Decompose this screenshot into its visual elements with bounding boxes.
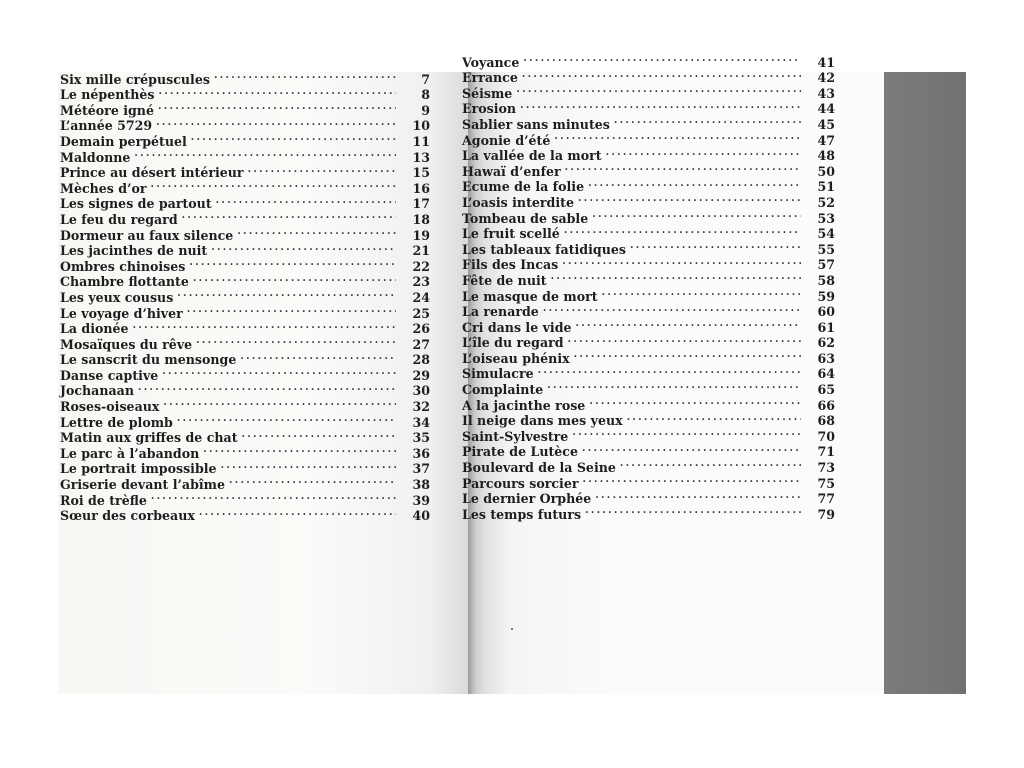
toc-entry-title: Jochanaan <box>60 383 134 399</box>
toc-entry-title: Danse captive <box>60 367 159 383</box>
toc-entry-title: Matin aux griffes de chat <box>60 430 238 446</box>
toc-entry-page-number: 73 <box>817 460 835 476</box>
scan-background-edge <box>884 72 966 694</box>
dot-leader <box>133 318 396 334</box>
toc-entry-page-number: 16 <box>412 180 430 196</box>
toc-entry-title: Agonie d’été <box>462 132 551 148</box>
toc-entry-page-number: 19 <box>412 227 430 243</box>
toc-entry-page-number: 47 <box>817 132 835 148</box>
dot-leader <box>221 458 396 474</box>
dot-leader <box>582 441 801 457</box>
toc-entry-page-number: 41 <box>817 54 835 70</box>
toc-entry-page-number: 38 <box>412 477 430 493</box>
toc-entry-page-number: 54 <box>817 226 835 242</box>
dot-leader <box>158 99 396 115</box>
toc-entry-title: Voyance <box>462 54 520 70</box>
toc-entry-title: Maldonne <box>60 149 131 165</box>
dot-leader <box>187 302 396 318</box>
dot-leader <box>576 316 801 332</box>
toc-entry-title: Hawaï d’enfer <box>462 163 561 179</box>
toc-entry-title: Simulacre <box>462 366 534 382</box>
toc-entry-page-number: 66 <box>817 397 835 413</box>
dot-leader <box>214 68 396 84</box>
toc-entry-title: Météore igné <box>60 102 154 118</box>
dot-leader <box>595 488 801 504</box>
toc-entry-page-number: 44 <box>817 101 835 117</box>
dot-leader <box>562 254 801 270</box>
toc-entry-title: Le sanscrit du mensonge <box>60 352 237 368</box>
toc-entry-title: Fils des Incas <box>462 257 559 273</box>
toc-entry-title: Boulevard de la Seine <box>462 460 616 476</box>
dot-leader <box>543 301 801 317</box>
toc-entry-title: Sablier sans minutes <box>462 116 610 132</box>
dot-leader <box>193 271 396 287</box>
toc-entry-page-number: 70 <box>817 428 835 444</box>
toc-entry-page-number: 50 <box>817 163 835 179</box>
toc-entry-title: Le voyage d’hiver <box>60 305 183 321</box>
toc-entry-page-number: 43 <box>817 85 835 101</box>
toc-entry-title: Chambre flottante <box>60 274 189 290</box>
toc-entry-page-number: 57 <box>817 257 835 273</box>
dot-leader <box>588 176 801 192</box>
toc-entry-page-number: 40 <box>412 508 430 524</box>
toc-entry-page-number: 37 <box>412 461 430 477</box>
dot-leader <box>242 427 396 443</box>
toc-entry-page-number: 24 <box>412 289 430 305</box>
toc-entry-page-number: 18 <box>412 211 430 227</box>
dot-leader <box>565 160 801 176</box>
toc-entry-title: Mosaïques du rêve <box>60 336 193 352</box>
toc-entry-title: Les yeux cousus <box>60 289 174 305</box>
toc-entry-page-number: 62 <box>817 335 835 351</box>
toc-entry-page-number: 48 <box>817 148 835 164</box>
dot-leader <box>585 503 801 519</box>
toc-entry-page-number: 17 <box>412 196 430 212</box>
toc-entry <box>462 98 835 117</box>
toc-entry-page-number: 53 <box>817 210 835 226</box>
toc-entry-page-number: 39 <box>412 492 430 508</box>
toc-entry-title: Le dernier Orphée <box>462 491 592 507</box>
dot-leader <box>592 207 801 223</box>
toc-entry-title: Prince au désert intérieur <box>60 165 244 181</box>
toc-entry-page-number: 58 <box>817 272 835 288</box>
dot-leader <box>614 113 801 129</box>
dot-leader <box>191 130 396 146</box>
dot-leader <box>574 347 801 363</box>
toc-entry-title: Parcours sorcier <box>462 475 579 491</box>
dot-leader <box>627 410 801 426</box>
dot-leader <box>211 240 396 256</box>
toc-entry-title: Fête de nuit <box>462 272 547 288</box>
toc-entry-title: Les jacinthes de nuit <box>60 243 208 259</box>
toc-entry-title: Lettre de plomb <box>60 414 173 430</box>
toc-entry-title: Pirate de Lutèce <box>462 444 578 460</box>
toc-entry-page-number: 28 <box>412 352 430 368</box>
dot-leader <box>583 472 802 488</box>
dot-leader <box>237 224 396 240</box>
toc-entry-title: L’année 5729 <box>60 118 153 134</box>
toc-list-left <box>60 68 430 524</box>
toc-entry-page-number: 15 <box>412 165 430 181</box>
dot-leader <box>177 411 396 427</box>
toc-entry-page-number: 35 <box>412 430 430 446</box>
dot-leader <box>572 425 801 441</box>
toc-entry-page-number: 29 <box>412 367 430 383</box>
toc-entry-title: Le feu du regard <box>60 211 178 227</box>
dot-leader <box>606 145 801 161</box>
toc-entry-page-number: 10 <box>412 118 430 134</box>
toc-entry-title: Errance <box>462 70 518 86</box>
dot-leader <box>134 146 396 162</box>
toc-entry-page-number: 30 <box>412 383 430 399</box>
dot-leader <box>229 473 396 489</box>
dot-leader <box>551 269 801 285</box>
dot-leader <box>151 489 396 505</box>
toc-entry-page-number: 42 <box>817 70 835 86</box>
toc-entry-title: Griserie devant l’abîme <box>60 477 226 493</box>
dot-leader <box>248 162 396 178</box>
dot-leader <box>196 333 396 349</box>
dot-leader <box>189 255 396 271</box>
dot-leader <box>554 129 801 145</box>
toc-entry-page-number: 22 <box>412 258 430 274</box>
toc-entry-title: La dionée <box>60 321 129 337</box>
dot-leader <box>182 208 396 224</box>
dot-leader <box>162 364 396 380</box>
toc-entry-title: Demain perpétuel <box>60 133 187 149</box>
dot-leader <box>177 286 396 302</box>
dot-leader <box>199 505 396 521</box>
toc-entry-page-number: 55 <box>817 241 835 257</box>
toc-entry-page-number: 11 <box>412 133 430 149</box>
dot-leader <box>568 332 801 348</box>
toc-entry <box>462 51 835 70</box>
toc-entry-page-number: 61 <box>817 319 835 335</box>
dot-leader <box>589 394 801 410</box>
toc-entry-title: Erosion <box>462 101 517 117</box>
dot-leader <box>516 82 801 98</box>
toc-entry-title: Roses-oiseaux <box>60 399 160 415</box>
toc-entry-page-number: 71 <box>817 444 835 460</box>
toc-entry-title: L’île du regard <box>462 335 564 351</box>
toc-entry-title: A la jacinthe rose <box>462 397 586 413</box>
toc-entry-title: Ombres chinoises <box>60 258 186 274</box>
toc-entry-page-number: 75 <box>817 475 835 491</box>
toc-entry-title: L’oiseau phénix <box>462 350 570 366</box>
dot-leader <box>151 177 397 193</box>
toc-entry-page-number: 7 <box>421 71 430 87</box>
toc-entry-title: Le népenthès <box>60 87 155 103</box>
dot-leader <box>520 98 801 114</box>
dot-leader <box>620 456 801 472</box>
toc-entry-page-number: 9 <box>421 102 430 118</box>
toc-entry-page-number: 25 <box>412 305 430 321</box>
dot-leader <box>538 363 801 379</box>
toc-entry-page-number: 32 <box>412 399 430 415</box>
toc-entry-title: Six mille crépuscules <box>60 71 210 87</box>
dot-leader <box>163 395 396 411</box>
dot-leader <box>158 84 396 100</box>
dot-leader <box>630 238 801 254</box>
dot-leader <box>240 349 396 365</box>
toc-entry-title: Cri dans le vide <box>462 319 572 335</box>
dot-leader <box>138 380 396 396</box>
dot-leader <box>578 191 801 207</box>
toc-entry-page-number: 45 <box>817 116 835 132</box>
toc-entry-page-number: 8 <box>421 87 430 103</box>
toc-entry-page-number: 52 <box>817 194 835 210</box>
toc-entry-title: Tombeau de sable <box>462 210 589 226</box>
toc-entry-title: Il neige dans mes yeux <box>462 413 623 429</box>
toc-entry-page-number: 64 <box>817 366 835 382</box>
toc-entry-page-number: 36 <box>412 445 430 461</box>
toc-entry-title: Les signes de partout <box>60 196 212 212</box>
toc-entry <box>462 82 835 101</box>
toc-entry-title: La vallée de la mort <box>462 148 602 164</box>
toc-entry-page-number: 68 <box>817 413 835 429</box>
toc-entry-page-number: 63 <box>817 350 835 366</box>
toc-entry-title: Le masque de mort <box>462 288 598 304</box>
dot-leader <box>156 115 396 131</box>
toc-entry-title: Le portrait impossible <box>60 461 217 477</box>
toc-entry-title: Le fruit scellé <box>462 226 560 242</box>
toc-entry-page-number: 77 <box>817 491 835 507</box>
toc-entry-page-number: 34 <box>412 414 430 430</box>
toc-entry-page-number: 60 <box>817 304 835 320</box>
toc-entry-title: Mèches d’or <box>60 180 147 196</box>
toc-entry-title: Sœur des corbeaux <box>60 508 195 524</box>
toc-entry-title: L’oasis interdite <box>462 194 574 210</box>
dot-leader <box>522 67 801 83</box>
toc-entry-title: Complainte <box>462 382 544 398</box>
toc-entry-page-number: 26 <box>412 321 430 337</box>
toc-entry-title: La renarde <box>462 304 539 320</box>
dot-leader <box>564 223 801 239</box>
toc-entry-title: Dormeur au faux silence <box>60 227 234 243</box>
toc-entry-title: Séisme <box>462 85 513 101</box>
toc-entry-page-number: 13 <box>412 149 430 165</box>
dot-leader <box>216 193 396 209</box>
toc-entry-title: Le parc à l’abandon <box>60 445 200 461</box>
scan-speck <box>511 628 513 630</box>
toc-entry-title: Saint-Sylvestre <box>462 428 569 444</box>
toc-entry-page-number: 23 <box>412 274 430 290</box>
toc-entry-page-number: 27 <box>412 336 430 352</box>
toc-entry-title: Roi de trèfle <box>60 492 147 508</box>
toc-entry-page-number: 51 <box>817 179 835 195</box>
dot-leader <box>602 285 801 301</box>
toc-entry-page-number: 79 <box>817 506 835 522</box>
toc-list-right <box>462 51 835 522</box>
toc-entry-title: Les temps futurs <box>462 506 582 522</box>
dot-leader <box>547 378 801 394</box>
toc-entry-page-number: 65 <box>817 382 835 398</box>
toc-entry-page-number: 21 <box>412 243 430 259</box>
toc-entry-page-number: 59 <box>817 288 835 304</box>
dot-leader <box>203 442 396 458</box>
dot-leader <box>523 51 801 67</box>
toc-entry-title: Les tableaux fatidiques <box>462 241 626 257</box>
toc-entry-title: Ecume de la folie <box>462 179 585 195</box>
toc-entry <box>60 68 430 87</box>
